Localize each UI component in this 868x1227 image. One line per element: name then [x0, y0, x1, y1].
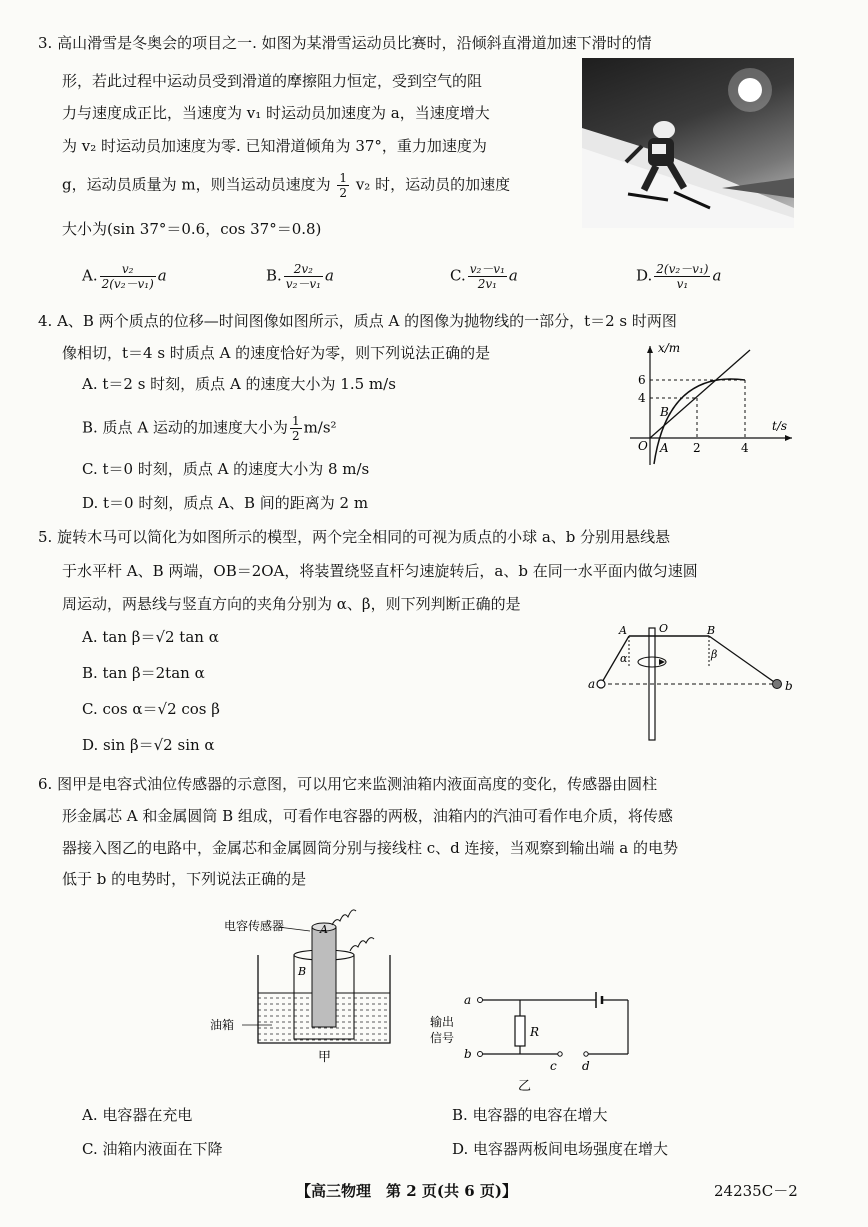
skier-photo — [582, 58, 794, 228]
q6-option-a: A. 电容器在充电 — [82, 1106, 193, 1124]
line-b-label: B — [660, 405, 669, 419]
q5-line-2: 于水平杆 A、B 两端，OB＝2OA，将装置绕竖直杆匀速旋转后，a、b 在同一水平面内做匀速圆 — [62, 562, 698, 580]
terminal-d: d — [582, 1059, 590, 1073]
carousel-model — [585, 622, 795, 742]
q5-line-1: 5. 旋转木马可以简化为如图所示的模型，两个完全相同的可视为质点的小球 a、b 分别用悬线悬 — [38, 528, 671, 546]
label-B: B — [707, 624, 716, 637]
label-O: O — [659, 622, 669, 635]
q4-option-a: A. t＝2 s 时刻，质点 A 的速度大小为 1.5 m/s — [82, 375, 396, 393]
curve-a-label: A — [660, 441, 669, 455]
caption-jia: 甲 — [318, 1050, 332, 1065]
q4-option-b: B. 质点 A 运动的加速度大小为 $\frac{1}{2}$ m/s² — [82, 414, 337, 443]
label-alpha: α — [620, 652, 628, 665]
tick-x2: 2 — [693, 441, 701, 455]
label-beta: β — [711, 648, 718, 661]
label-tube-B: B — [298, 965, 307, 978]
caption-yi: 乙 — [518, 1079, 532, 1094]
terminal-c: c — [550, 1059, 557, 1073]
terminal-b: b — [464, 1047, 472, 1061]
output-label-2: 信号 — [430, 1031, 455, 1045]
q6-option-b: B. 电容器的电容在增大 — [452, 1106, 608, 1124]
q5-option-b: B. tan β＝2tan α — [82, 664, 205, 682]
q6-option-c: C. 油箱内液面在下降 — [82, 1140, 223, 1158]
q3-line-4: 为 v₂ 时运动员加速度为零. 已知滑道倾角为 37°，重力加速度为 — [62, 137, 487, 155]
figure-yi-circuit — [430, 990, 640, 1100]
q4-line-2: 像相切，t＝4 s 时质点 A 的速度恰好为零，则下列说法正确的是 — [62, 344, 491, 362]
tick-y6: 6 — [638, 373, 646, 387]
tick-x4: 4 — [741, 441, 749, 455]
label-sensor: 电容传感器 — [224, 919, 285, 933]
xt-graph — [620, 340, 800, 468]
label-a: a — [588, 677, 596, 691]
q6-option-d: D. 电容器两板间电场强度在增大 — [452, 1140, 669, 1158]
q3-option-c: C. $\frac{\text{v₂－v₁}}{\text{2v₁}}$ a — [450, 262, 518, 291]
q3-line-6: 大小为(sin 37°＝0.6，cos 37°＝0.8) — [62, 220, 322, 238]
q6-line-4: 低于 b 的电势时，下列说法正确的是 — [62, 870, 307, 888]
label-core-A: A — [320, 923, 328, 936]
label-tank: 油箱 — [210, 1018, 235, 1032]
q3-line-1: 3. 高山滑雪是冬奥会的项目之一. 如图为某滑雪运动员比赛时，沿倾斜直滑道加速下滑时的情 — [38, 34, 652, 52]
q4-line-1: 4. A、B 两个质点的位移—时间图像如图所示，质点 A 的图像为抛物线的一部分，t＝2 s 时两图 — [38, 312, 677, 330]
q5-option-c: C. cos α＝√2 cos β — [82, 700, 220, 718]
q3-half-fraction: $\frac{1}{2}$ — [339, 171, 348, 200]
figure-jia-sensor — [210, 905, 402, 1065]
label-A: A — [619, 624, 627, 637]
q3-option-d: D. $\frac{\text{2(v₂－v₁)}}{\text{v₁}}$ a — [636, 262, 722, 291]
output-label-1: 输出 — [430, 1015, 455, 1029]
page-footer: 【高三物理 第 2 页(共 6 页)】 — [296, 1182, 517, 1200]
q6-line-1: 6. 图甲是电容式油位传感器的示意图，可以用它来监测油箱内液面高度的变化，传感器由圆柱 — [38, 775, 658, 793]
q4-option-d: D. t＝0 时刻，质点 A、B 间的距离为 2 m — [82, 494, 369, 512]
q6-line-2: 形金属芯 A 和金属圆筒 B 组成，可看作电容器的两极，油箱内的汽油可看作电介质，将传感 — [62, 807, 673, 825]
q5-line-3: 周运动，两悬线与竖直方向的夹角分别为 α、β，则下列判断正确的是 — [62, 595, 521, 613]
origin-label: O — [638, 439, 648, 453]
q6-line-3: 器接入图乙的电路中，金属芯和金属圆筒分别与接线柱 c、d 连接，当观察到输出端 a 的电势 — [62, 839, 679, 857]
q5-option-a: A. tan β＝√2 tan α — [82, 628, 219, 646]
resistor-R: R — [530, 1025, 540, 1039]
graph-xlabel: t/s — [772, 419, 788, 433]
q4-option-c: C. t＝0 时刻，质点 A 的速度大小为 8 m/s — [82, 460, 370, 478]
q5-option-d: D. sin β＝√2 sin α — [82, 736, 215, 754]
exam-code: 24235C－2 — [714, 1182, 798, 1200]
label-b: b — [785, 679, 793, 693]
tick-y4: 4 — [638, 391, 646, 405]
terminal-a: a — [464, 993, 472, 1007]
graph-ylabel: x/m — [658, 341, 681, 355]
q3-line-2: 形，若此过程中运动员受到滑道的摩擦阻力恒定，受到空气的阻 — [62, 72, 483, 90]
q3-option-a: A. $\frac{\text{v₂}}{\text{2(v₂－v₁)}}$ a — [82, 262, 167, 291]
q3-line-5: g，运动员质量为 m，则当运动员速度为 $\frac{1}{2}$ v₂ 时，运动员的加速度 — [62, 171, 511, 200]
q3-option-b: B. $\frac{\text{2v₂}}{\text{v₂－v₁}}$ a — [266, 262, 334, 291]
q3-line-3: 力与速度成正比，当速度为 v₁ 时运动员加速度为 a，当速度增大 — [62, 104, 490, 122]
